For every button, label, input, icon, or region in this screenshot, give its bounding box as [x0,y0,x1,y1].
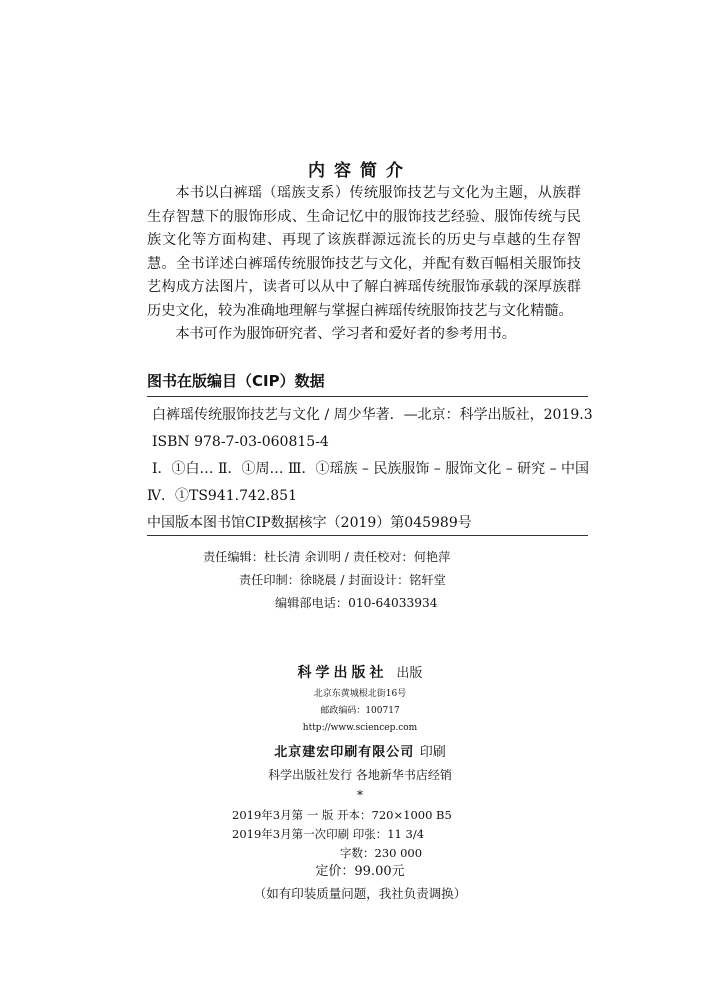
publisher-website: http://www.sciencep.com [302,723,418,733]
credit-line: 责任编辑：杜长清 余训明 / 责任校对：何艳萍 [203,550,451,564]
summary-body [147,182,581,347]
separator-star: * [357,788,363,802]
printer-line [0,741,720,760]
specs-block [232,806,452,863]
publisher-line [0,662,720,682]
spec-line: 2019年3月第 一 版 开本：720×1000 B5 [232,808,452,822]
cip-block [147,402,593,537]
summary-paragraph: 本书以白裤瑶（瑶族支系）传统服饰技艺与文化为主题，从族群生存智慧下的服饰形成、生命记忆中的服饰技艺经验、服饰传统与民族文化等方面构建、再现了该族群源远流长的历史与卓越的生存智慧。全书详述白裤瑶传统服饰技艺与文化，并配有数百幅相关服饰技艺构成方法图片，读者可以从中了解白裤瑶传统服饰承载的深厚族群历史文化，较为准确地理解与掌握白裤瑶传统服饰技艺与文化精髓。 [147,185,581,319]
credits-block [203,546,450,615]
distribution-line: 科学出版社发行 各地新华书店经销 [268,768,452,782]
cip-top-rule [147,396,588,397]
cip-heading: 图书在版编目（CIP）数据 [147,372,325,390]
publisher-suffix: 出版 [396,666,423,681]
summary-paragraph: 本书可作为服饰研究者、学习者和爱好者的参考用书。 [175,326,516,342]
price-line: 定价：99.00元 [315,864,405,879]
cip-line: 白裤瑶传统服饰技艺与文化 / 周少华著．—北京：科学出版社，2019.3 [152,407,593,423]
cip-line: Ⅳ．①TS941.742.851 [147,488,297,504]
spec-line: 2019年3月第一次印刷 印张：11 3/4 [232,827,425,841]
cip-bottom-rule [147,535,588,536]
spec-line: 字数：230 000 [340,846,423,860]
cip-line: ISBN 978-7-03-060815-4 [152,434,329,450]
publisher-block [0,662,720,801]
publisher-postcode: 邮政编码：100717 [320,706,400,716]
quality-notice: （如有印装质量问题，我社负责调换） [253,886,467,901]
credit-line: 责任印制：徐晓晨 / 封面设计：铭轩堂 [239,573,446,587]
summary-title: 内容简介 [308,161,412,181]
printer-suffix: 印刷 [419,745,446,760]
printer-name: 北京建宏印刷有限公司 [274,745,415,760]
credit-line: 编辑部电话：010-64033934 [275,596,438,610]
cip-line: 中国版本图书馆CIP数据核字（2019）第045989号 [147,515,472,531]
publisher-name: 科学出版社 [297,665,388,681]
publisher-address: 北京东黄城根北街16号 [313,689,407,699]
cip-line: Ⅰ．①白… Ⅱ．①周… Ⅲ．①瑶族 – 民族服饰 – 服饰文化 – 研究 – 中国 [152,461,590,477]
